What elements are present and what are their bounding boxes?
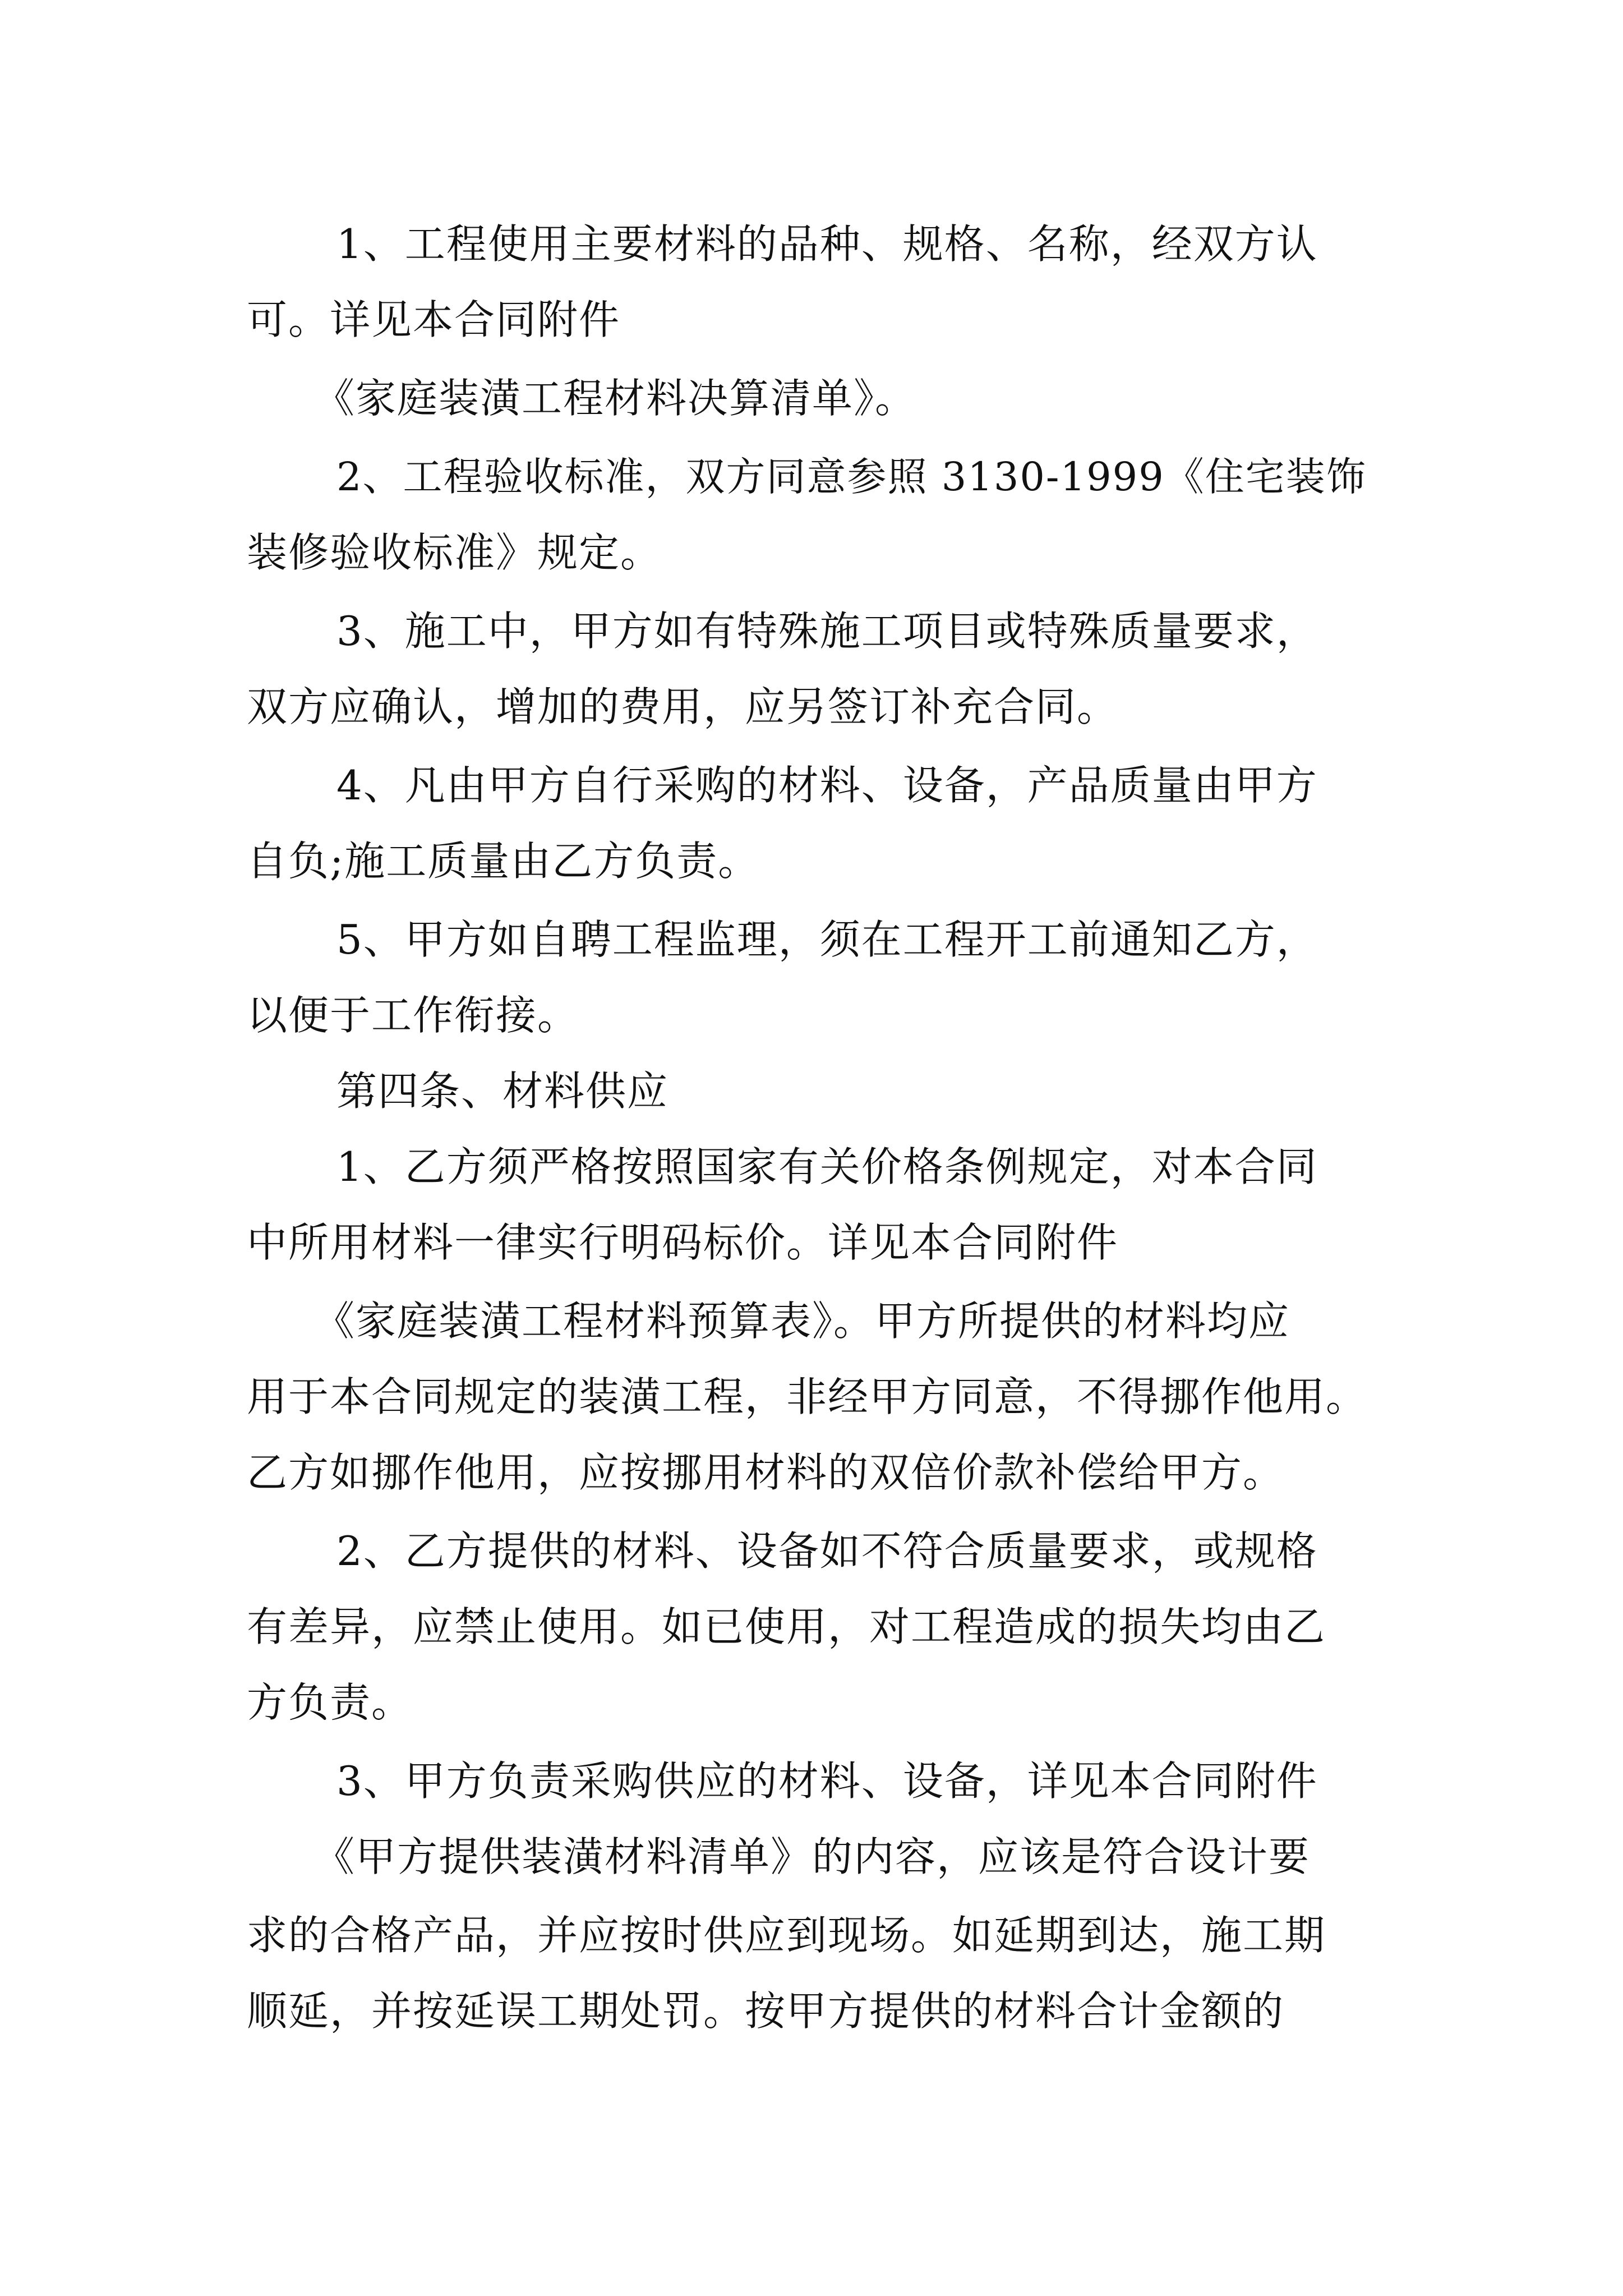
text-line: 中所用材料一律实行明码标价。详见本合同附件 bbox=[247, 1219, 1119, 1266]
text-line: 求的合格产品，并应按时供应到现场。如延期到达，施工期 bbox=[247, 1912, 1326, 1959]
text-line: 方负责。 bbox=[247, 1679, 413, 1726]
text-line: 4、凡由甲方自行采购的材料、设备，产品质量由甲方 bbox=[336, 762, 1318, 809]
text-line: 有差异，应禁止使用。如已使用，对工程造成的损失均由乙 bbox=[247, 1603, 1326, 1650]
text-line: 1、工程使用主要材料的品种、规格、名称，经双方认 bbox=[336, 220, 1318, 268]
text-line: 可。详见本合同附件 bbox=[247, 296, 621, 343]
text-line: 1、乙方须严格按照国家有关价格条例规定，对本合同 bbox=[336, 1143, 1318, 1190]
text-line: 5、甲方如自聘工程监理，须在工程开工前通知乙方， bbox=[336, 916, 1318, 963]
text-line: 《家庭装潢工程材料预算表》。甲方所提供的材料均应 bbox=[314, 1297, 1290, 1345]
text-line: 3、施工中，甲方如有特殊施工项目或特殊质量要求， bbox=[336, 608, 1318, 655]
text-line: 双方应确认，增加的费用，应另签订补充合同。 bbox=[247, 683, 1119, 730]
text-line: 2、乙方提供的材料、设备如不符合质量要求，或规格 bbox=[336, 1527, 1318, 1575]
section-heading: 第四条、材料供应 bbox=[336, 1068, 669, 1115]
text-line: 3、甲方负责采购供应的材料、设备，详见本合同附件 bbox=[336, 1757, 1318, 1805]
text-line: 《家庭装潢工程材料决算清单》。 bbox=[314, 375, 917, 422]
text-line: 用于本合同规定的装潢工程，非经甲方同意，不得挪作他用。 bbox=[247, 1373, 1368, 1420]
text-line: 以便于工作衔接。 bbox=[247, 992, 579, 1039]
text-line: 装修验收标准》规定。 bbox=[247, 529, 662, 576]
text-line: 2、工程验收标准，双方同意参照 3130-1999《住宅装饰 bbox=[336, 454, 1367, 500]
text-line: 自负;施工质量由乙方负责。 bbox=[247, 838, 760, 885]
text-line: 乙方如挪作他用，应按挪用材料的双倍价款补偿给甲方。 bbox=[247, 1449, 1285, 1496]
text-line: 《甲方提供装潢材料清单》的内容，应该是符合设计要 bbox=[314, 1833, 1311, 1880]
text-line: 顺延，并按延误工期处罚。按甲方提供的材料合计金额的 bbox=[247, 1987, 1285, 2035]
